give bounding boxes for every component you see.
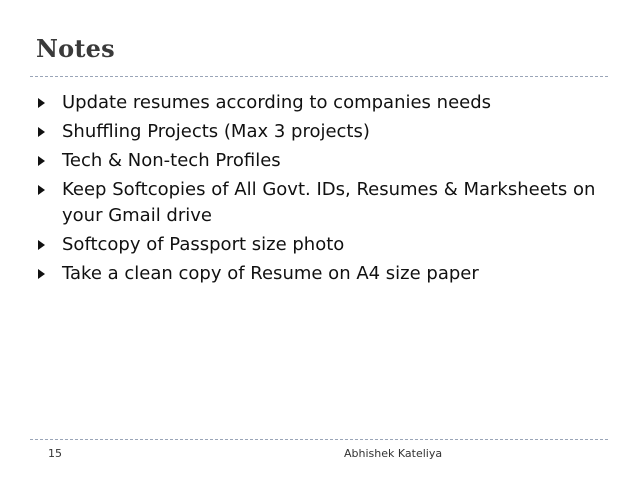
triangle-right-icon [38, 98, 45, 108]
bullet-text: Softcopy of Passport size photo [62, 234, 345, 255]
bullet-text: Shuffling Projects (Max 3 projects) [62, 121, 370, 142]
bullet-item [36, 261, 596, 287]
bullet-item [36, 148, 596, 174]
slide-title: Notes [36, 34, 115, 63]
bullet-item [36, 90, 596, 116]
bullet-list [36, 90, 596, 290]
bullet-text: Update resumes according to companies needs [62, 92, 492, 113]
page-number: 15 [48, 447, 62, 460]
title-divider [30, 76, 608, 77]
bullet-item [36, 119, 596, 145]
bullet-item [36, 232, 596, 258]
triangle-right-icon [38, 185, 45, 195]
bullet-text: Tech & Non-tech Profiles [62, 150, 281, 171]
bullet-text: Take a clean copy of Resume on A4 size paper [62, 263, 479, 284]
triangle-right-icon [38, 127, 45, 137]
footer-author: Abhishek Kateliya [344, 447, 443, 460]
triangle-right-icon [38, 156, 45, 166]
triangle-right-icon [38, 240, 45, 250]
bullet-text: Keep Softcopies of All Govt. IDs, Resumes & Marksheets on your Gmail drive [62, 179, 596, 226]
triangle-right-icon [38, 269, 45, 279]
footer-divider [30, 439, 608, 440]
bullet-item [36, 177, 596, 229]
